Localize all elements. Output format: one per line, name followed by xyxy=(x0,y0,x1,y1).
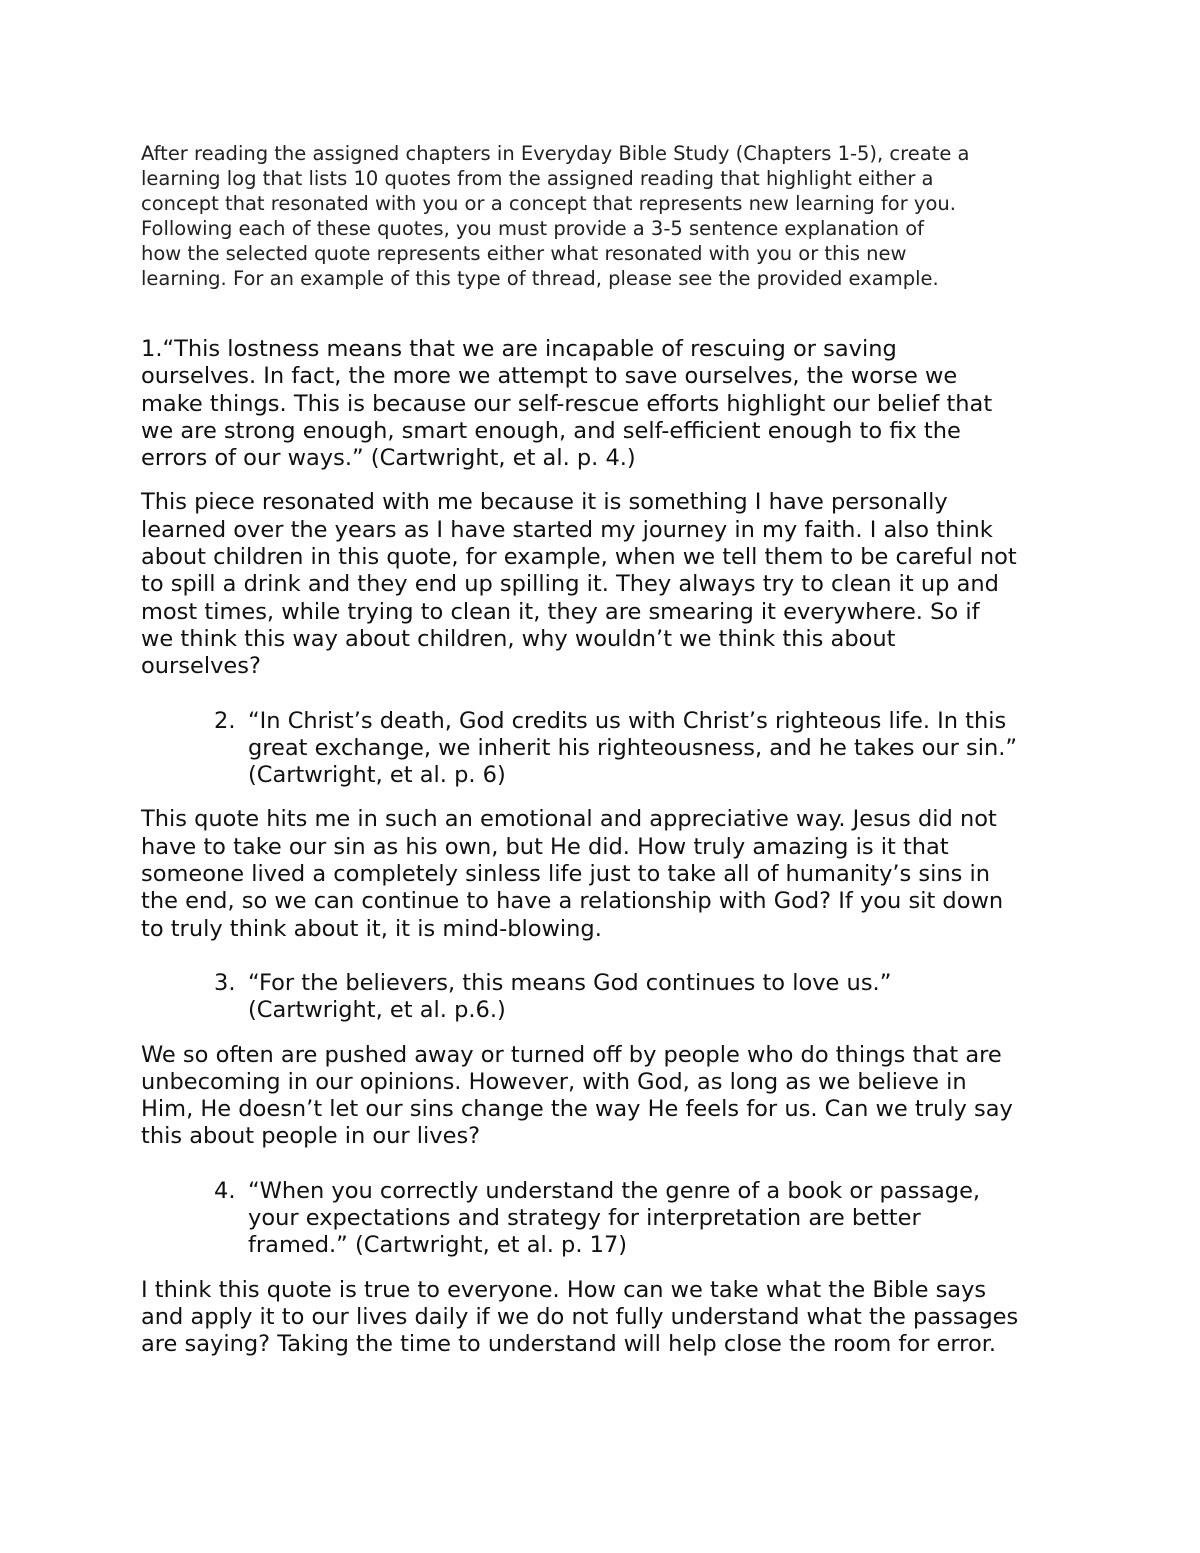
quote-1 xyxy=(141,336,1066,472)
quote-1-text: “This lostness means that we are incapable of rescuing or saving ourselves. In fact, the more we attempt to save ourselves, the worse we make things. This is because our self-rescue efforts highlight our belief that we are strong enough, smart enough, and self-efficient enough to fix the errors of our ways.” (Cartwright, et al. p. 4.) xyxy=(141,336,993,472)
quote-3-text: “For the believers, this means God continues to love us.” (Cartwright, et al. p.6.) xyxy=(248,969,892,1024)
assignment-instructions: After reading the assigned chapters in Everyday Bible Study (Chapters 1-5), create a learning log that lists 10 quotes from the assigned reading that highlight either a concept that resonated with you or a concept that represents new learning for you. Following each of these quotes, you must provide a 3-5 sentence explanation of how the selected quote represents either what resonated with you or this new learning. For an example of this type of thread, please see the provided example. xyxy=(141,142,970,290)
reflection-2: This quote hits me in such an emotional and appreciative way. Jesus did not have to take our sin as his own, but He did. How truly amazing is it that someone lived a completely sinless life just to take all of humanity’s sins in the end, so we can continue to have a relationship with God? If you sit down to truly think about it, it is mind-blowing. xyxy=(141,806,1004,942)
quote-4 xyxy=(141,1178,1071,1260)
quote-1-number: 1. xyxy=(141,336,163,362)
quote-2-number: 2. xyxy=(214,707,236,734)
quote-4-number: 4. xyxy=(214,1177,236,1204)
quote-2 xyxy=(141,708,1071,790)
document-page xyxy=(141,141,1071,1359)
reflection-1: This piece resonated with me because it is something I have personally learned over the years as I have started my journey in my faith. I also think about children in this quote, for example, when we tell them to be careful not to spill a drink and they end up spilling it. They always try to clean it up and most times, while trying to clean it, they are smearing it everywhere. So if we think this way about children, why wouldn’t we think this about ourselves? xyxy=(141,489,1017,680)
quote-3-number: 3. xyxy=(214,969,236,996)
quote-3 xyxy=(141,970,1071,1025)
reflection-3: We so often are pushed away or turned off by people who do things that are unbecoming in our opinions. However, with God, as long as we believe in Him, He doesn’t let our sins change the way He feels for us. Can we truly say this about people in our lives? xyxy=(141,1041,1013,1150)
reflection-4: I think this quote is true to everyone. How can we take what the Bible says and apply it to our lives daily if we do not fully understand what the passages are saying? Taking the time to understand will help close the room for error. xyxy=(141,1276,1019,1358)
quote-2-text: “In Christ’s death, God credits us with Christ’s righteous life. In this great exchange, we inherit his righteousness, and he takes our sin.” (Cartwright, et al. p. 6) xyxy=(248,707,1018,789)
quote-4-text: “When you correctly understand the genre of a book or passage, your expectations and strategy for interpretation are better framed.” (Cartwright, et al. p. 17) xyxy=(248,1177,981,1259)
